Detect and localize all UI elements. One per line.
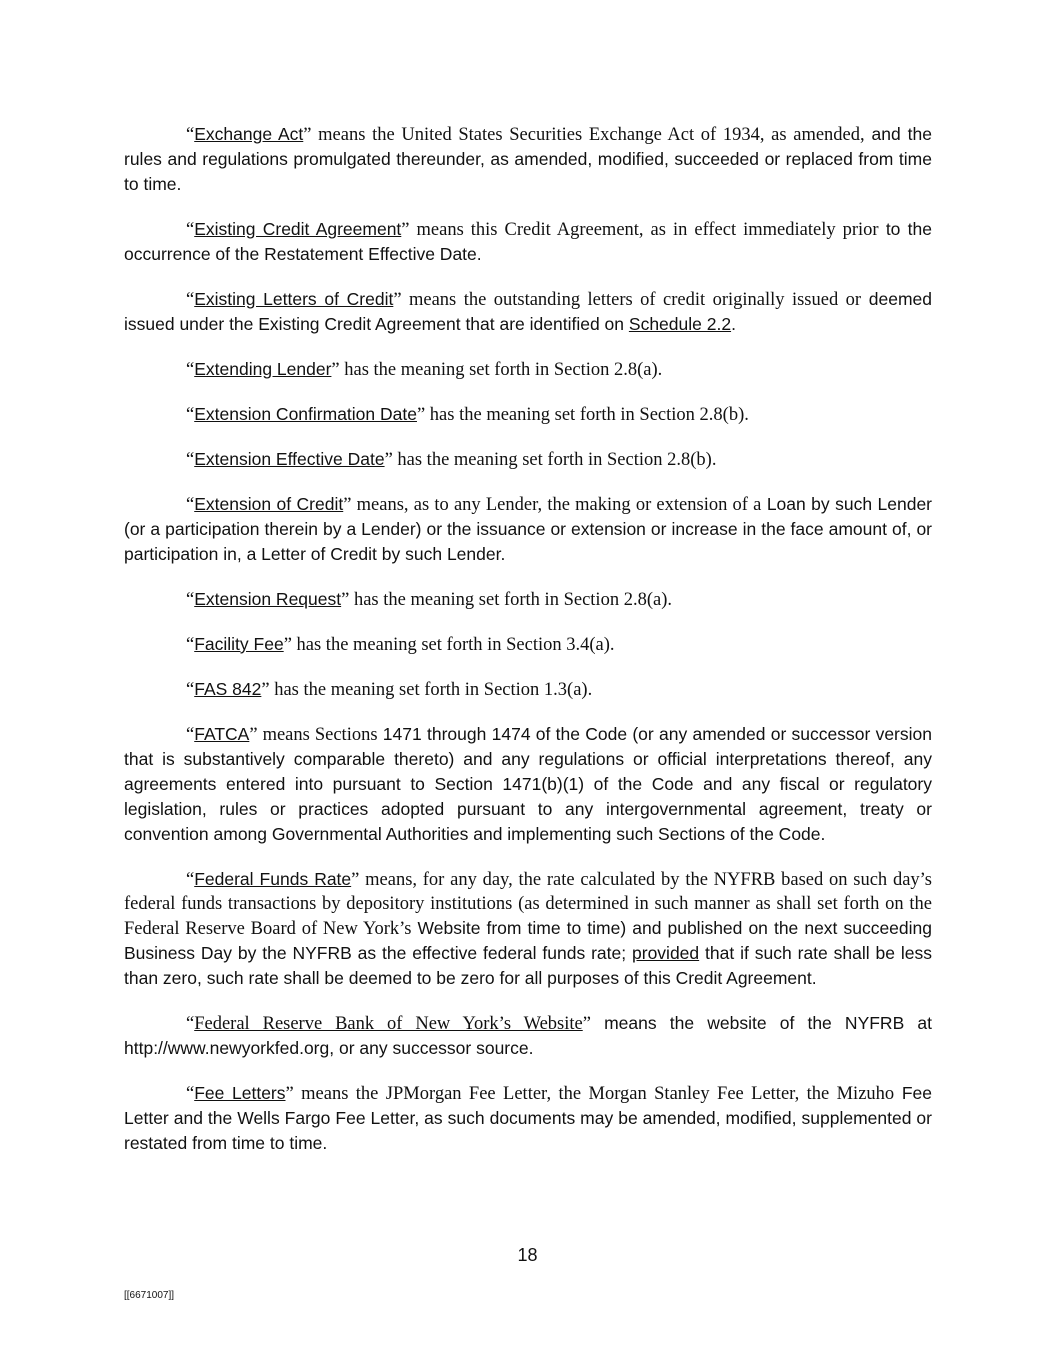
definition-fas-842: “FAS 842” has the meaning set forth in Section 1.3(a). — [186, 679, 593, 700]
term: FATCA — [194, 724, 250, 744]
definition-extension-request: “Extension Request” has the meaning set forth in Section 2.8(a). — [186, 589, 672, 610]
term: Fee Letters — [194, 1083, 286, 1103]
document-id: [[6671007]] — [124, 1290, 175, 1301]
definition-extension-effective-date: “Extension Effective Date” has the meaning set forth in Section 2.8(b). — [186, 449, 717, 470]
definition-facility-fee: “Facility Fee” has the meaning set forth in Section 3.4(a). — [186, 634, 615, 655]
term: Exchange Act — [194, 124, 304, 144]
term: Existing Letters of Credit — [194, 289, 394, 309]
term: Extension Effective Date — [194, 449, 385, 469]
definition-existing-letters-of-credit: “Existing Letters of Credit” means the outstanding letters of credit originally issued or deemed issued under the Existing Credit Agreement that are identified on Schedule 2.2. — [124, 289, 933, 334]
term: Extension Confirmation Date — [194, 404, 417, 424]
schedule-reference: Schedule 2.2 — [628, 314, 732, 334]
definition-extension-of-credit: “Extension of Credit” means, as to any Lender, the making or extension of a Loan by such Lender (or a participation therein by a Lender) or the issuance or extension or increase in the face amount of, or participation in, a Letter of Credit by such Lender. — [124, 494, 933, 564]
definition-federal-reserve-bank-website: “Federal Reserve Bank of New York’s Website” means the website of the NYFRB at http://www.newyorkfed.org, or any successor source. — [124, 1013, 932, 1058]
term: Existing Credit Agreement — [194, 219, 402, 239]
term: FAS 842 — [194, 679, 262, 699]
definition-extending-lender: “Extending Lender” has the meaning set forth in Section 2.8(a). — [186, 359, 663, 380]
provided-proviso: provided — [632, 943, 700, 963]
term: Extending Lender — [194, 359, 332, 379]
page-number: 18 — [517, 1245, 538, 1265]
definition-exchange-act: “Exchange Act” means the United States Securities Exchange Act of 1934, as amended, and the rules and regulations promulgated thereunder, as amended, modified, succeeded or replaced from time to time. — [124, 124, 932, 194]
definition-federal-funds-rate: “Federal Funds Rate” means, for any day, the rate calculated by the NYFRB based on such day’s federal funds transactions by depository institutions (as determined in such manner as shall set forth on the Federal Reserve Board of New York’s Website from time to time) and published on the next succeeding Business Day by the NYFRB as the effective federal funds rate; provided that if such rate shall be less than zero, such rate shall be deemed to be zero for all purposes of this Credit Agreement. — [124, 869, 933, 988]
term: Federal Reserve Bank of New York’s Website — [194, 1014, 583, 1034]
definition-fatca: “FATCA” means Sections 1471 through 1474 of the Code (or any amended or successor version that is substantively comparable thereto) and any regulations or official interpretations thereof, any agreements entered into pursuant to Section 1471(b)(1) of the Code and any fiscal or regulatory legislation, rules or practices adopted pursuant to any intergovernmental agreement, treaty or convention among Governmental Authorities and implementing such Sections of the Code. — [124, 724, 932, 844]
term: Facility Fee — [194, 634, 284, 654]
definition-existing-credit-agreement: “Existing Credit Agreement” means this Credit Agreement, as in effect immediately prior to the occurrence of the Restatement Effective Date. — [124, 219, 932, 264]
definitions-list — [124, 122, 932, 1176]
term: Federal Funds Rate — [194, 869, 352, 889]
term: Extension of Credit — [194, 494, 344, 514]
definition-extension-confirmation-date: “Extension Confirmation Date” has the meaning set forth in Section 2.8(b). — [186, 404, 749, 425]
term: Extension Request — [194, 589, 342, 609]
definition-fee-letters: “Fee Letters” means the JPMorgan Fee Letter, the Morgan Stanley Fee Letter, the Mizuho Fee Letter and the Wells Fargo Fee Letter, as such documents may be amended, modified, supplemented or restated from time to time. — [124, 1083, 932, 1153]
